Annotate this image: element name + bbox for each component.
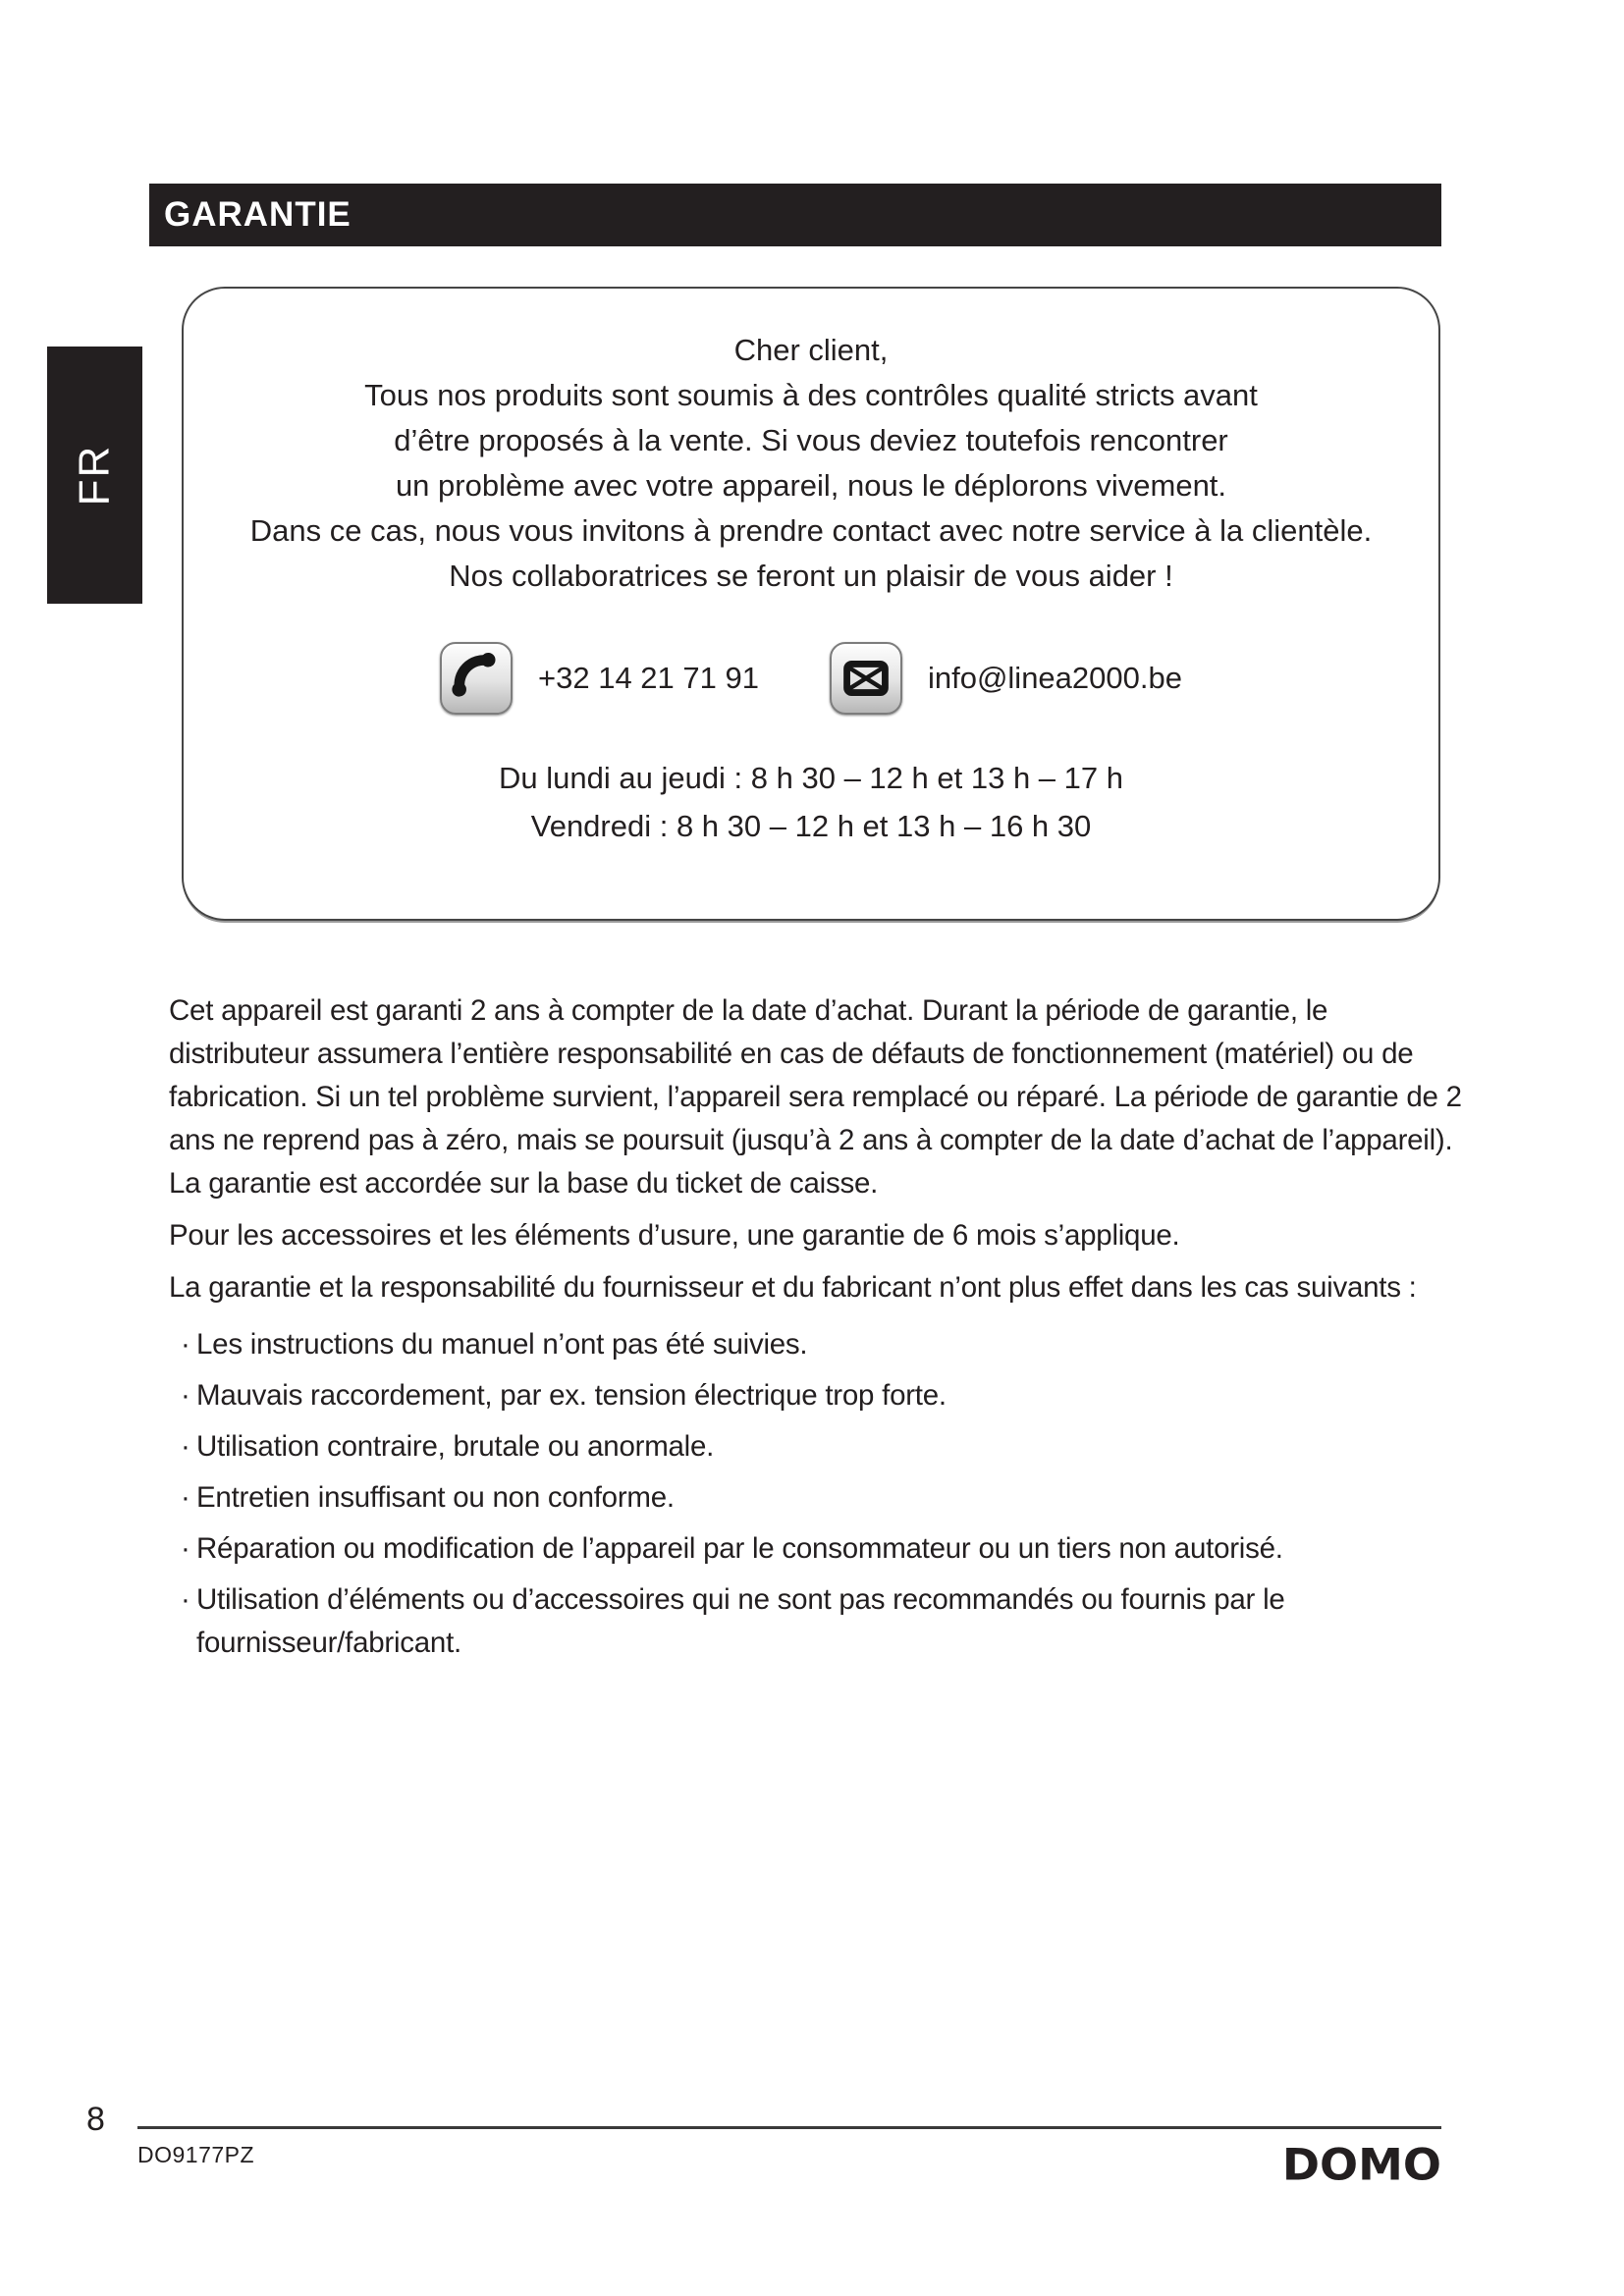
- bullet-marker: ·: [181, 1379, 190, 1412]
- bullet-marker: ·: [181, 1328, 190, 1361]
- opening-hours: [184, 754, 1438, 850]
- intro-line: d’être proposés à la vente. Si vous deviez toutefois rencontrer: [394, 423, 1228, 457]
- list-item-text: Entretien insuffisant ou non conforme.: [196, 1481, 675, 1514]
- page-number: 8: [86, 2101, 105, 2138]
- customer-service-intro: [184, 289, 1438, 599]
- bullet-marker: ·: [181, 1430, 190, 1463]
- intro-line: Nos collaboratrices se feront un plaisir de vous aider !: [449, 559, 1173, 593]
- warranty-paragraph: Pour les accessoires et les éléments d’usure, une garantie de 6 mois s’applique.: [169, 1219, 1180, 1252]
- email-icon: [830, 642, 902, 715]
- list-item: [181, 1578, 1467, 1665]
- intro-line: un problème avec votre appareil, nous le déplorons vivement.: [395, 468, 1227, 503]
- hours-weekdays: Du lundi au jeudi : 8 h 30 – 12 h et 13 h – 17 h: [499, 761, 1123, 795]
- section-title: GARANTIE: [164, 195, 352, 234]
- list-item: [181, 1323, 1467, 1366]
- list-item-text: Mauvais raccordement, par ex. tension électrique trop forte.: [196, 1379, 947, 1412]
- footer-divider: [137, 2126, 1441, 2129]
- list-item-text: Les instructions du manuel n’ont pas été suivies.: [196, 1328, 808, 1361]
- list-item: [181, 1476, 1467, 1520]
- list-item-text: Utilisation contraire, brutale ou anormale.: [196, 1430, 715, 1463]
- email-address: info@linea2000.be: [927, 661, 1182, 695]
- intro-line: Tous nos produits sont soumis à des contrôles qualité stricts avant: [364, 378, 1258, 412]
- list-item-text: Utilisation d’éléments ou d’accessoires qui ne sont pas recommandés ou fournis par le fournisseur/fabricant.: [196, 1583, 1285, 1659]
- phone-icon: [440, 642, 513, 715]
- customer-service-box: [182, 287, 1440, 921]
- phone-contact: [440, 642, 759, 715]
- domo-logo: DOMO: [1281, 2139, 1441, 2190]
- section-header-bar: [149, 184, 1441, 246]
- phone-number: +32 14 21 71 91: [538, 661, 759, 695]
- exclusion-list: [169, 1323, 1467, 1665]
- list-item: [181, 1527, 1467, 1571]
- list-item: [181, 1374, 1467, 1417]
- list-item: [181, 1425, 1467, 1468]
- hours-friday: Vendredi : 8 h 30 – 12 h et 13 h – 16 h 30: [530, 809, 1092, 843]
- document-code: DO9177PZ: [137, 2142, 255, 2167]
- bullet-marker: ·: [181, 1481, 190, 1514]
- warranty-text: [169, 989, 1467, 1673]
- language-tab-label: FR: [70, 444, 119, 507]
- warranty-paragraph: Cet appareil est garanti 2 ans à compter de la date d’achat. Durant la période de garantie, le distributeur assumera l’entière responsabilité en cas de défauts de fonctionnement (matériel) ou de fabrication. Si un tel problème survient, l’appareil sera remplacé ou réparé. La période de garantie de 2 ans ne reprend pas à zéro, mais se poursuit (jusqu’à 2 ans à compter de la date d’achat de l’appareil). La garantie est accordée sur la base du ticket de caisse.: [169, 994, 1462, 1200]
- language-tab-fr: [47, 347, 142, 604]
- intro-line: Cher client,: [733, 333, 889, 367]
- warranty-paragraph: La garantie et la responsabilité du fournisseur et du fabricant n’ont plus effet dans les cas suivants :: [169, 1271, 1417, 1304]
- intro-line: Dans ce cas, nous vous invitons à prendre contact avec notre service à la clientèle.: [249, 513, 1373, 548]
- email-contact: [830, 642, 1182, 715]
- bullet-marker: ·: [181, 1532, 190, 1565]
- bullet-marker: ·: [181, 1583, 190, 1616]
- contact-row: [184, 642, 1438, 715]
- list-item-text: Réparation ou modification de l’appareil par le consommateur ou un tiers non autorisé.: [196, 1532, 1283, 1565]
